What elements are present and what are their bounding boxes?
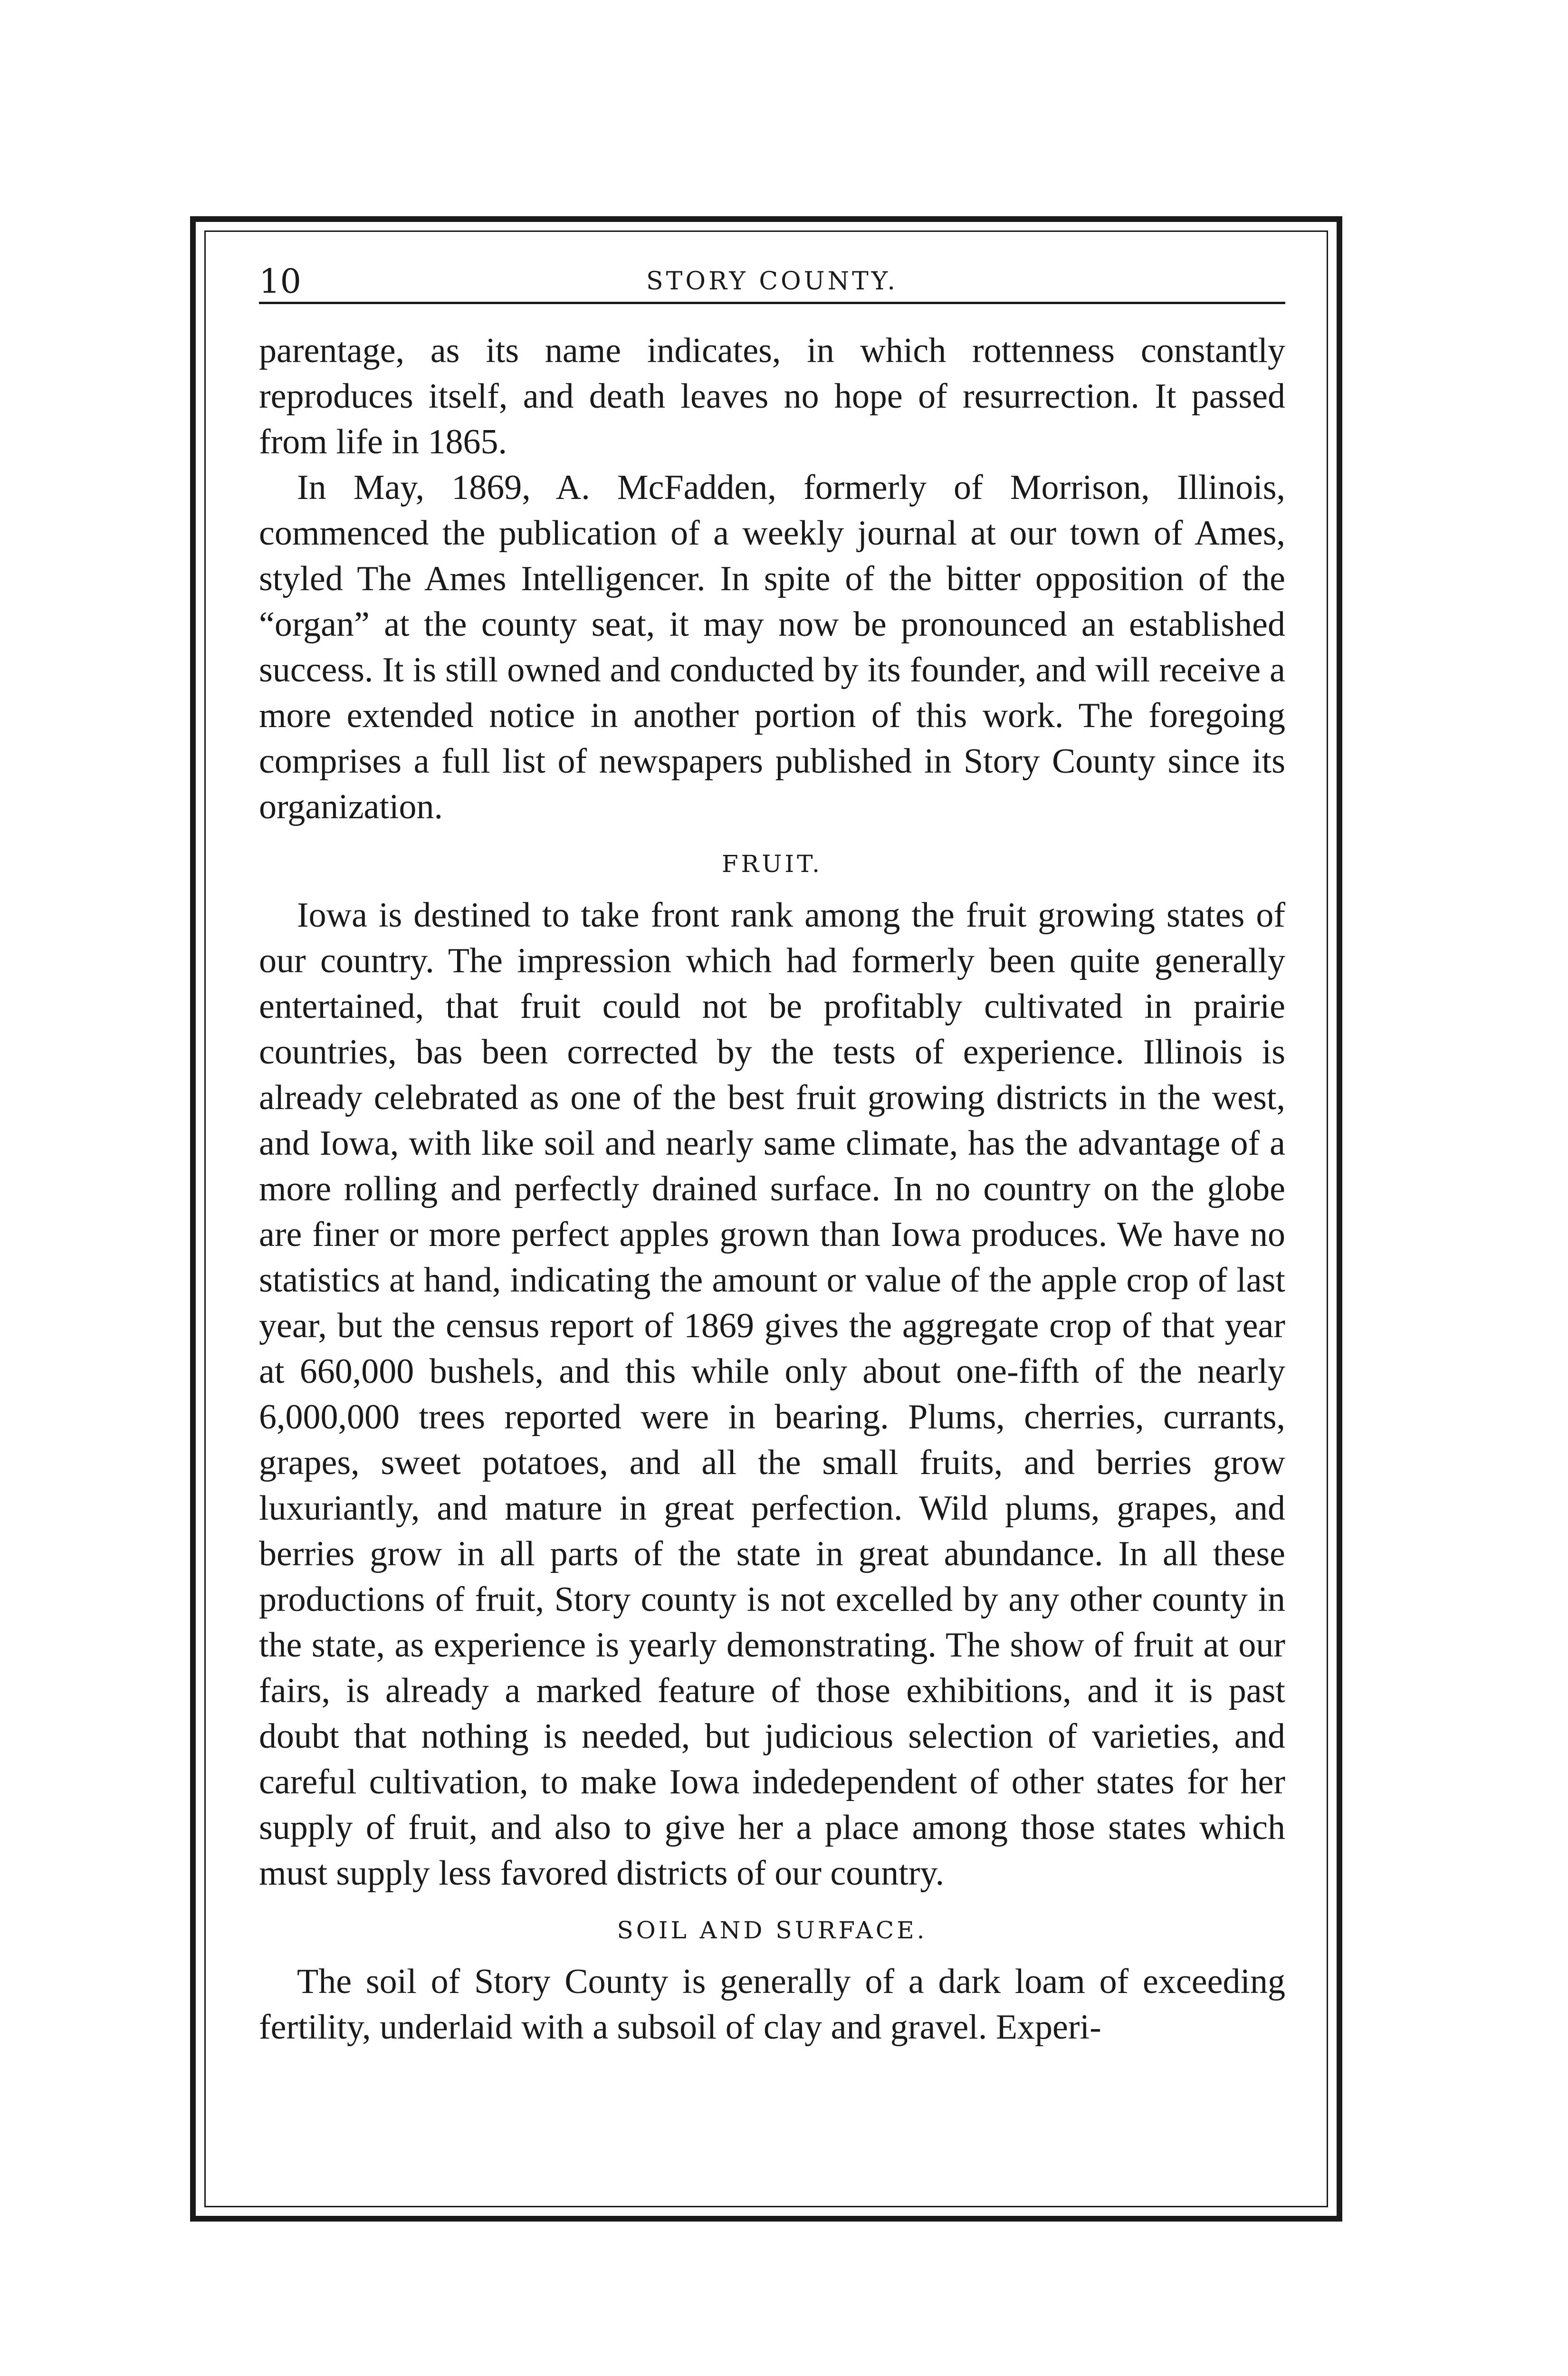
heading-fruit: FRUIT. xyxy=(721,850,823,878)
page-content xyxy=(259,257,1285,2181)
running-title: STORY COUNTY. xyxy=(646,267,898,296)
paragraph-ames-intelligencer: In May, 1869, A. McFadden, formerly of Morrison, Illinois, commenced the publication of a weekly journal at our town of Ames, styled The Ames Intelligencer. In spite of the bitter opposition of the “organ” at the county seat, it may now be pronounced an established success. It is still owned and conducted by its founder, and will receive a more extended notice in another portion of this work. The foregoing comprises a full list of newspapers published in Story County since its organization. xyxy=(259,468,1285,826)
heading-soil-and-surface: SOIL AND SURFACE. xyxy=(617,1916,927,1944)
paragraph-parentage: parentage, as its name indicates, in which rottenness constantly reproduces itself, and death leaves no hope of resurrection. It passed from life in 1865. xyxy=(259,331,1285,461)
body-text xyxy=(259,328,1285,2050)
paragraph-soil: The soil of Story County is generally of a dark loam of exceeding fertility, underlaid with a subsoil of clay and gravel. Experi- xyxy=(259,1962,1285,2047)
page-number: 10 xyxy=(259,262,302,301)
paragraph-fruit: Iowa is destined to take front rank among the fruit growing states of our country. The impression which had formerly been quite generally entertained, that fruit could not be profitably cultivated in prairie countries, bas been corrected by the tests of experience. Illinois is already celebrated as one of the best fruit growing districts in the west, and Iowa, with like soil and nearly same climate, has the advantage of a more rolling and perfectly drained surface. In no country on the globe are finer or more perfect apples grown than Iowa produces. We have no statistics at hand, indicating the amount or value of the apple crop of last year, but the census report of 1869 gives the aggregate crop of that year at 660,000 bushels, and this while only about one-fifth of the nearly 6,000,000 trees reported were in bearing. Plums, cherries, currants, grapes, sweet potatoes, and all the small fruits, and berries grow luxuriantly, and mature in great perfection. Wild plums, grapes, and berries grow in all parts of the state in great abundance. In all these productions of fruit, Story county is not excelled by any other county in the state, as experience is yearly demonstrating. The show of fruit at our fairs, is already a marked feature of those exhibitions, and it is past doubt that nothing is needed, but judicious selection of varieties, and careful cultivation, to make Iowa indedependent of other states for her supply of fruit, and also to give her a place among those states which must supply less favored districts of our country. xyxy=(259,896,1285,1893)
running-head xyxy=(259,257,1285,304)
